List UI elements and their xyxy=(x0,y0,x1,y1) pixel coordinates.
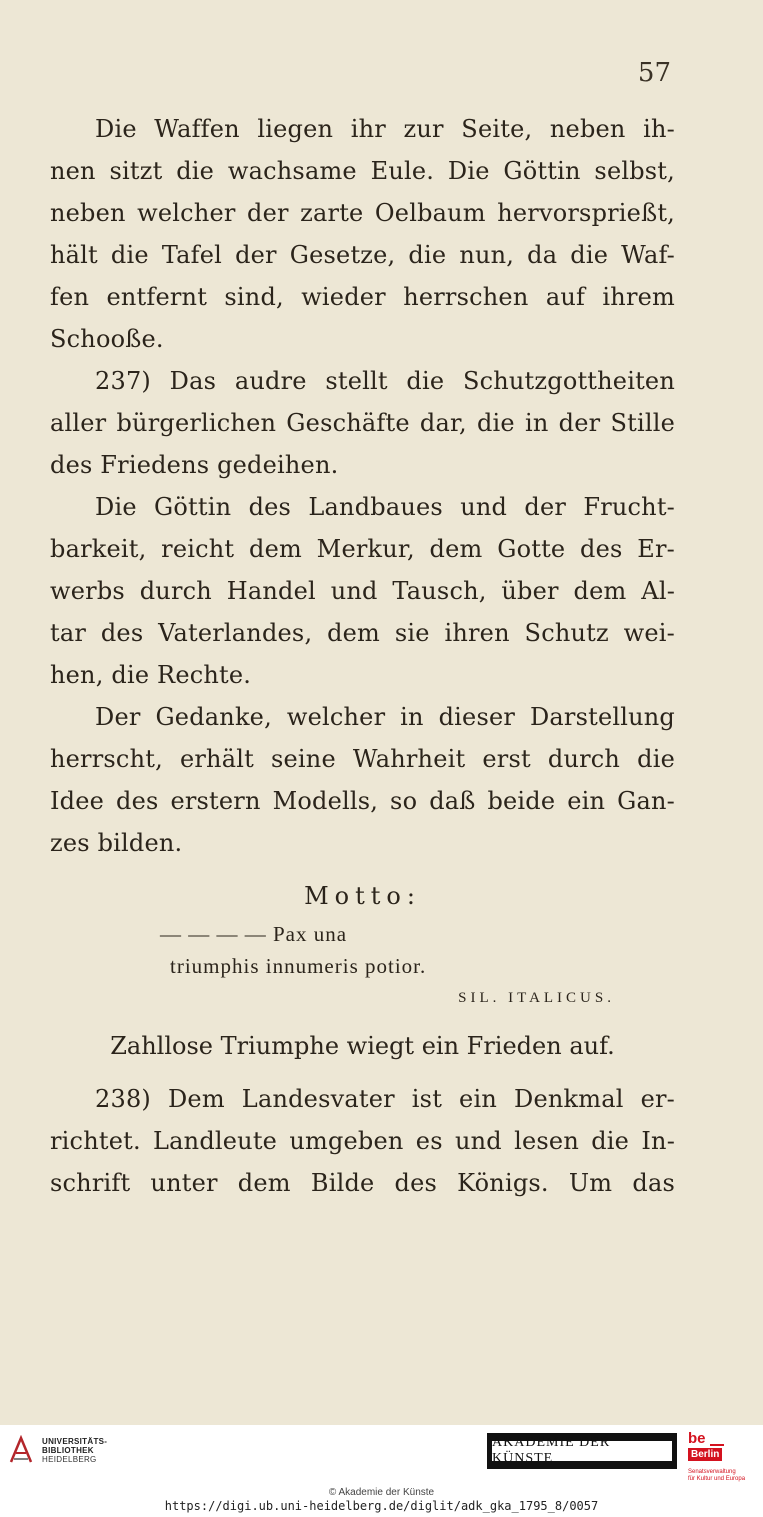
text-line: des Friedens gedeihen. xyxy=(50,451,339,479)
copyright-notice: © Akademie der Künste xyxy=(328,1487,435,1498)
berlin-sub xyxy=(688,1469,753,1483)
text-line: Der Gedanke, welcher in dieser Darstellung xyxy=(95,703,675,731)
berlin-sub-line: Senatsverwaltung xyxy=(688,1469,736,1475)
text-line: nen sitzt die wachsame Eule. Die Göttin selbst, xyxy=(50,157,675,185)
akademie-logo[interactable] xyxy=(487,1433,677,1469)
library-line: HEIDELBERG xyxy=(42,1454,97,1464)
paragraph-1 xyxy=(50,108,675,360)
text-line: tar des Vaterlandes, dem sie ihren Schutz wei- xyxy=(50,619,675,647)
berlin-sub-line: für Kultur und Europa xyxy=(688,1476,746,1482)
paragraph-3 xyxy=(50,486,675,696)
motto-translation: Zahllose Triumphe wiegt ein Frieden auf. xyxy=(110,1032,615,1060)
text-line: 237) Das audre stellt die Schutzgottheiten xyxy=(95,367,675,395)
akademie-label: AKADEMIE DER KÜNSTE xyxy=(492,1441,672,1461)
berlin-tag: Berlin xyxy=(688,1448,722,1461)
heidelberg-library-logo[interactable] xyxy=(8,1430,107,1470)
berlin-bars-icon xyxy=(710,1434,724,1446)
latin-quote-line: triumphis innumeris potior. xyxy=(170,954,427,978)
library-name xyxy=(42,1437,107,1464)
motto-block xyxy=(50,874,675,1068)
library-line: UNIVERSITÄTS- xyxy=(42,1436,108,1446)
text-line: werbs durch Handel und Tausch, über dem Al- xyxy=(50,577,675,605)
library-line: BIBLIOTHEK xyxy=(42,1445,94,1455)
text-line: Die Göttin des Landbaues und der Frucht- xyxy=(95,493,675,521)
text-line: hält die Tafel der Gesetze, die nun, da die Waf- xyxy=(50,241,675,269)
text-line: 238) Dem Landesvater ist ein Denkmal er- xyxy=(95,1085,675,1113)
berlin-mark: be xyxy=(688,1430,706,1447)
text-line: richtet. Landleute umgeben es und lesen die In- xyxy=(50,1127,675,1155)
text-line: aller bürgerlichen Geschäfte dar, die in der Stille xyxy=(50,409,675,437)
latin-quote-line: — — — — Pax una xyxy=(160,922,348,946)
paragraph-238 xyxy=(50,1078,675,1204)
text-line: hen, die Rechte. xyxy=(50,661,252,689)
page-number: 57 xyxy=(637,58,671,88)
text-line: Schooße. xyxy=(50,325,164,353)
text-line: Idee des erstern Modells, so daß beide ein Gan- xyxy=(50,787,675,815)
text-line: Die Waffen liegen ihr zur Seite, neben ih- xyxy=(95,115,675,143)
page-body xyxy=(50,108,675,1204)
permalink-url[interactable]: https://digi.ub.uni-heidelberg.de/diglit/adk_gka_1795_8/0057 xyxy=(164,1499,599,1513)
paragraph-237 xyxy=(50,360,675,486)
berlin-senate-logo[interactable] xyxy=(688,1430,753,1482)
text-line: fen entfernt sind, wieder herrschen auf ihrem xyxy=(50,283,675,311)
motto-title: Motto: xyxy=(304,882,421,910)
text-line: schrift unter dem Bilde des Königs. Um das xyxy=(50,1169,675,1197)
text-line: herrscht, erhält seine Wahrheit erst durch die xyxy=(50,745,675,773)
viewer-footer xyxy=(0,1425,763,1517)
text-line: neben welcher der zarte Oelbaum hervorsprießt, xyxy=(50,199,675,227)
library-emblem-icon xyxy=(8,1435,34,1465)
quote-source: SIL. ITALICUS. xyxy=(458,990,615,1006)
text-line: barkeit, reicht dem Merkur, dem Gotte des Er- xyxy=(50,535,675,563)
paragraph-4 xyxy=(50,696,675,864)
text-line: zes bilden. xyxy=(50,829,183,857)
